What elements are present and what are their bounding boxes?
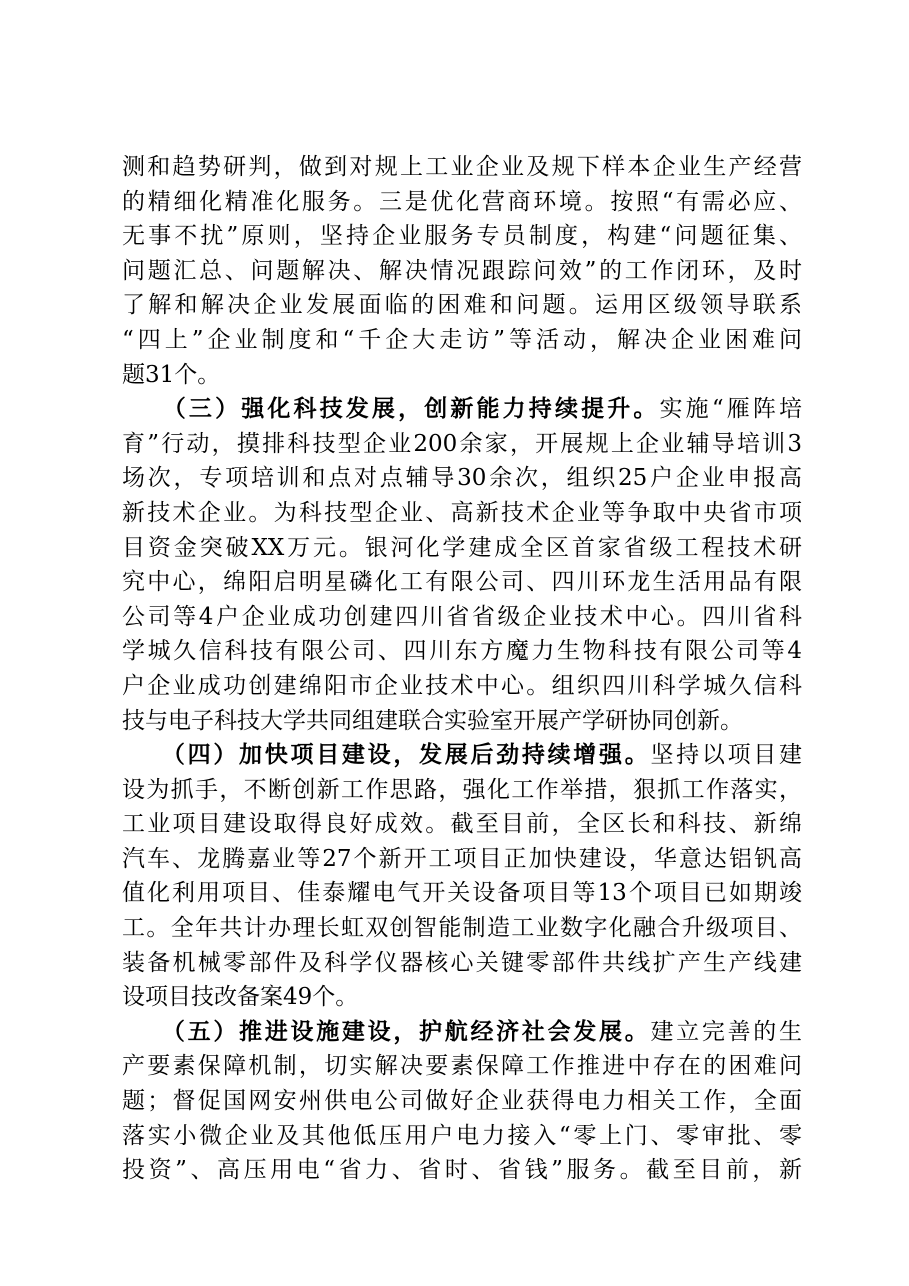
line-text: 的精细化精准化服务。三是优化营商环境。按照“有需必应、 [122, 188, 802, 215]
line-text: 题31个。 [122, 361, 221, 388]
text-line [122, 358, 802, 393]
text-line [122, 392, 802, 427]
line-text: 工。全年共计办理长虹双创智能制造工业数字化融合升级项目、 [122, 915, 802, 942]
text-line [122, 669, 802, 704]
line-text: 题；督促国网安州供电公司做好企业获得电力相关工作，全面 [122, 1088, 802, 1115]
line-text: 户企业成功创建绵阳市企业技术中心。组织四川科学城久信科 [122, 672, 802, 699]
line-text: 产要素保障机制，切实解决要素保障工作推进中存在的困难问 [122, 1053, 802, 1080]
line-text: 坚持以项目建 [650, 742, 803, 769]
line-text: 落实小微企业及其他低压用户电力接入“零上门、零审批、零 [122, 1122, 802, 1149]
line-text: 建立完善的生 [650, 1018, 803, 1045]
text-line [122, 565, 802, 600]
text-line [122, 1153, 802, 1188]
text-line [122, 876, 802, 911]
line-text: 技与电子科技大学共同组建联合实验室开展产学研协同创新。 [122, 707, 743, 734]
text-line [122, 1084, 802, 1119]
line-text: 目资金突破XX万元。银河化学建成全区首家省级工程技术研 [122, 534, 802, 561]
text-line [122, 1049, 802, 1084]
line-text: 育”行动，摸排科技型企业200余家，开展规上企业辅导培训3 [122, 430, 802, 457]
section-heading: （四）加快项目建设，发展后劲持续增强。 [122, 741, 651, 769]
line-text: 问题汇总、问题解决、解决情况跟踪问效”的工作闭环，及时 [122, 257, 802, 284]
text-line [122, 1119, 802, 1154]
text-line [122, 254, 802, 289]
line-text: 学城久信科技有限公司、四川东方魔力生物科技有限公司等4 [122, 638, 802, 665]
document-body [122, 150, 802, 1188]
line-text: 值化利用项目、佳泰耀电气开关设备项目等13个项目已如期竣 [122, 880, 802, 907]
section-heading: （三）强化科技发展，创新能力持续提升。 [122, 395, 660, 423]
line-text: 实施“雁阵培 [659, 396, 803, 423]
line-text: 投资”、高压用电“省力、省时、省钱”服务。截至目前，新 [122, 1157, 802, 1184]
line-text: 新技术企业。为科技型企业、高新技术企业等争取中央省市项 [122, 499, 802, 526]
text-line [122, 738, 802, 773]
line-text: 究中心，绵阳启明星磷化工有限公司、四川环龙生活用品有限 [122, 569, 802, 596]
text-line [122, 219, 802, 254]
text-line [122, 946, 802, 981]
line-text: 设为抓手，不断创新工作思路，强化工作举措，狠抓工作落实， [122, 776, 802, 803]
text-line [122, 704, 802, 739]
line-text: 了解和解决企业发展面临的困难和问题。运用区级领导联系 [122, 292, 802, 319]
text-line [122, 185, 802, 220]
line-text: 场次，专项培训和点对点辅导30余次，组织25户企业申报高 [122, 465, 802, 492]
text-line [122, 288, 802, 323]
line-text: 装备机械零部件及科学仪器核心关键零部件共线扩产生产线建 [122, 949, 802, 976]
line-text: 汽车、龙腾嘉业等27个新开工项目正加快建设，华意达铝钒高 [122, 845, 802, 872]
text-line [122, 634, 802, 669]
text-line [122, 911, 802, 946]
text-line [122, 427, 802, 462]
text-line [122, 842, 802, 877]
line-text: 无事不扰”原则，坚持企业服务专员制度，构建“问题征集、 [122, 223, 802, 250]
text-line [122, 773, 802, 808]
text-line [122, 323, 802, 358]
line-text: 工业项目建设取得良好成效。截至目前，全区长和科技、新绵 [122, 811, 802, 838]
line-text: “四上”企业制度和“千企大走访”等活动，解决企业困难问 [122, 326, 802, 353]
text-line [122, 461, 802, 496]
section-heading: （五）推进设施建设，护航经济社会发展。 [122, 1017, 651, 1045]
text-line [122, 496, 802, 531]
text-line [122, 600, 802, 635]
text-line [122, 980, 802, 1015]
line-text: 测和趋势研判，做到对规上工业企业及规下样本企业生产经营 [122, 154, 802, 180]
text-line [122, 531, 802, 566]
text-line [122, 807, 802, 842]
text-line [122, 150, 802, 185]
line-text: 设项目技改备案49个。 [122, 984, 359, 1011]
text-line [122, 1015, 802, 1050]
line-text: 公司等4户企业成功创建四川省省级企业技术中心。四川省科 [122, 603, 802, 630]
